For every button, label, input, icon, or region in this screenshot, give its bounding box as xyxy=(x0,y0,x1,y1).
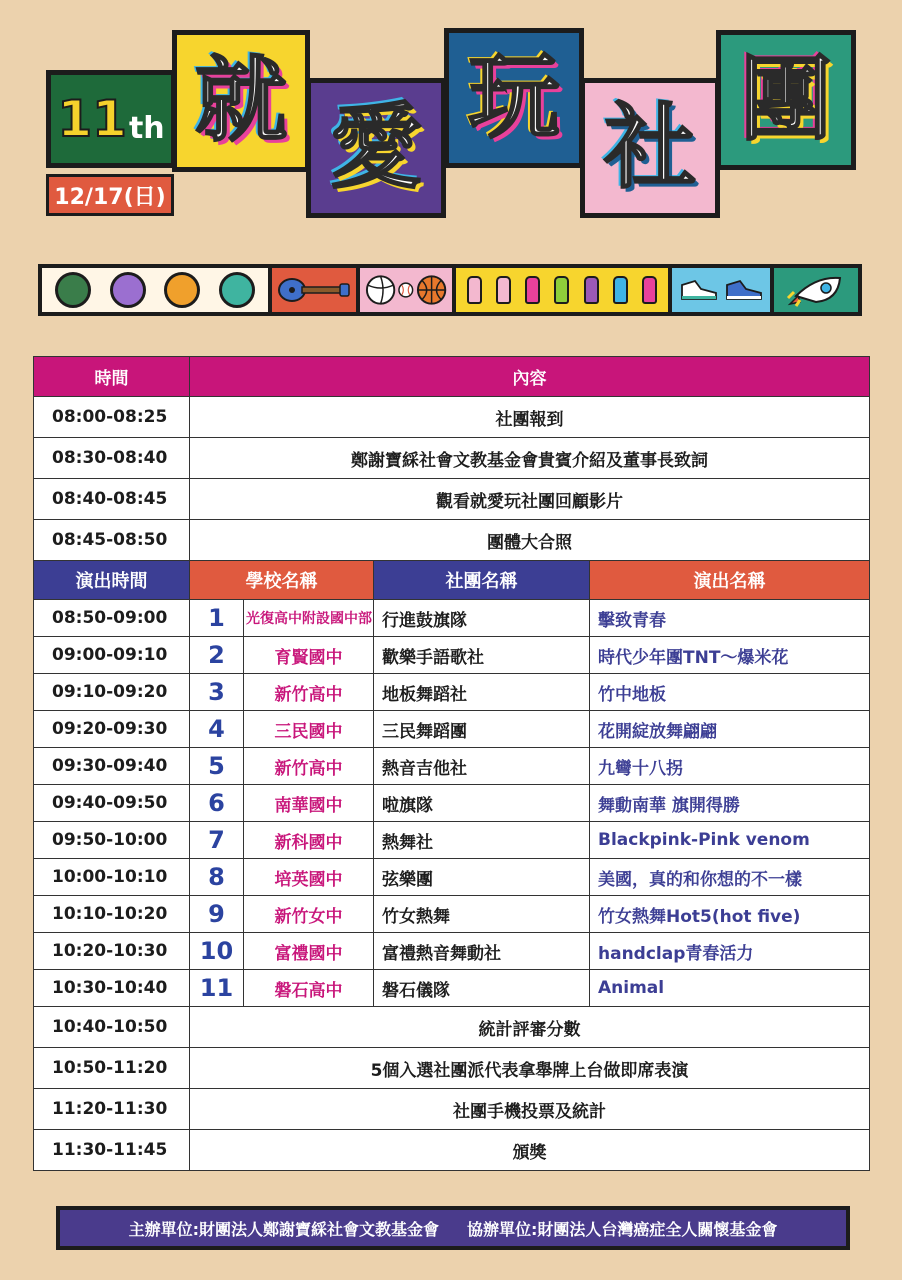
performance-row xyxy=(34,600,870,637)
table-header-row xyxy=(34,357,870,397)
show-cell: 花開綻放舞翩翩 xyxy=(590,711,870,748)
performance-row xyxy=(34,933,870,970)
perf-time-cell: 09:30-09:40 xyxy=(34,748,190,785)
club-cell: 行進鼓旗隊 xyxy=(374,600,590,637)
header-perf-time: 演出時間 xyxy=(34,561,190,600)
perf-time-cell: 10:30-10:40 xyxy=(34,970,190,1007)
title-char: 愛 xyxy=(329,94,422,201)
perf-number-cell: 9 xyxy=(190,896,244,933)
show-cell: handclap青春活力 xyxy=(590,933,870,970)
perf-time-cell: 10:20-10:30 xyxy=(34,933,190,970)
title-char: 社 xyxy=(603,94,696,201)
time-cell: 08:30-08:40 xyxy=(34,438,190,479)
sneakers-segment xyxy=(672,268,770,312)
show-cell: 舞動南華 旗開得勝 xyxy=(590,785,870,822)
perf-time-cell: 09:50-10:00 xyxy=(34,822,190,859)
content-cell: 5個入選社團派代表拿舉牌上台做即席表演 xyxy=(190,1048,870,1089)
perf-time-cell: 10:10-10:20 xyxy=(34,896,190,933)
performance-row xyxy=(34,637,870,674)
perf-time-cell: 09:10-09:20 xyxy=(34,674,190,711)
title-tile-1 xyxy=(172,30,310,172)
show-cell: 時代少年團TNT～爆米花 xyxy=(590,637,870,674)
perf-number-cell: 4 xyxy=(190,711,244,748)
table-row xyxy=(34,479,870,520)
school-cell: 富禮國中 xyxy=(244,933,374,970)
title-tile-4 xyxy=(580,78,720,218)
club-cell: 歡樂手語歌社 xyxy=(374,637,590,674)
header-show: 演出名稱 xyxy=(590,561,870,600)
event-date-badge xyxy=(46,174,174,216)
show-cell: Animal xyxy=(590,970,870,1007)
performance-row xyxy=(34,674,870,711)
title-char: 團 xyxy=(739,46,832,153)
balls-segment xyxy=(360,268,452,312)
club-cell: 熱舞社 xyxy=(374,822,590,859)
organizer-text: 主辦單位:財團法人鄭謝寶綵社會文教基金會 xyxy=(128,1219,439,1239)
club-cell: 竹女熱舞 xyxy=(374,896,590,933)
rock-hand-icon xyxy=(613,276,628,304)
content-cell: 頒獎 xyxy=(190,1130,870,1171)
time-cell: 11:20-11:30 xyxy=(34,1089,190,1130)
perf-number-cell: 6 xyxy=(190,785,244,822)
perf-time-cell: 09:20-09:30 xyxy=(34,711,190,748)
content-cell: 觀看就愛玩社團回顧影片 xyxy=(190,479,870,520)
club-cell: 熱音吉他社 xyxy=(374,748,590,785)
time-cell: 10:50-11:20 xyxy=(34,1048,190,1089)
table-row xyxy=(34,1048,870,1089)
perf-time-cell: 08:50-09:00 xyxy=(34,600,190,637)
performance-row xyxy=(34,822,870,859)
school-cell: 新科國中 xyxy=(244,822,374,859)
performance-row xyxy=(34,896,870,933)
guitar-segment xyxy=(272,268,356,312)
rock-hand-icon xyxy=(467,276,482,304)
rocket-icon xyxy=(786,272,846,308)
content-cell: 社團手機投票及統計 xyxy=(190,1089,870,1130)
globe-icon xyxy=(110,272,146,308)
rock-hand-icon xyxy=(584,276,599,304)
club-cell: 富禮熱音舞動社 xyxy=(374,933,590,970)
co-organizer-text: 協辦單位:財團法人台灣癌症全人關懷基金會 xyxy=(467,1219,778,1239)
header-school: 學校名稱 xyxy=(190,561,374,600)
school-cell: 三民國中 xyxy=(244,711,374,748)
content-cell: 統計評審分數 xyxy=(190,1007,870,1048)
time-cell: 10:40-10:50 xyxy=(34,1007,190,1048)
table-row xyxy=(34,1089,870,1130)
rocket-segment xyxy=(774,268,858,312)
time-cell: 08:00-08:25 xyxy=(34,397,190,438)
show-cell: 美國，真的和你想的不一樣 xyxy=(590,859,870,896)
content-cell: 社團報到 xyxy=(190,397,870,438)
basketball-icon xyxy=(415,273,448,307)
table-row xyxy=(34,1007,870,1048)
table-row xyxy=(34,397,870,438)
rock-hand-icon xyxy=(525,276,540,304)
globe-icon xyxy=(219,272,255,308)
globe-icon xyxy=(164,272,200,308)
header-content: 內容 xyxy=(190,357,870,397)
show-cell: 九彎十八拐 xyxy=(590,748,870,785)
perf-number-cell: 11 xyxy=(190,970,244,1007)
perf-time-cell: 10:00-10:10 xyxy=(34,859,190,896)
rock-hand-icon xyxy=(554,276,569,304)
schedule-table xyxy=(33,356,870,1171)
club-cell: 三民舞蹈團 xyxy=(374,711,590,748)
title-tile-3 xyxy=(444,28,584,168)
perf-time-cell: 09:00-09:10 xyxy=(34,637,190,674)
perf-number-cell: 7 xyxy=(190,822,244,859)
school-cell: 新竹高中 xyxy=(244,674,374,711)
globe-icon xyxy=(55,272,91,308)
content-cell: 團體大合照 xyxy=(190,520,870,561)
school-cell: 磐石高中 xyxy=(244,970,374,1007)
guitar-icon xyxy=(276,275,352,305)
title-char: 就 xyxy=(194,47,287,154)
school-cell: 南華國中 xyxy=(244,785,374,822)
show-cell: 竹女熱舞Hot5(hot five) xyxy=(590,896,870,933)
school-cell: 培英國中 xyxy=(244,859,374,896)
show-cell: Blackpink-Pink venom xyxy=(590,822,870,859)
time-cell: 11:30-11:45 xyxy=(34,1130,190,1171)
volleyball-icon xyxy=(364,273,397,307)
performance-row xyxy=(34,711,870,748)
perf-time-cell: 09:40-09:50 xyxy=(34,785,190,822)
performance-row xyxy=(34,859,870,896)
content-cell: 鄭謝寶綵社會文教基金會貴賓介紹及董事長致詞 xyxy=(190,438,870,479)
school-cell: 育賢國中 xyxy=(244,637,374,674)
perf-number-cell: 8 xyxy=(190,859,244,896)
club-cell: 弦樂團 xyxy=(374,859,590,896)
table-row xyxy=(34,438,870,479)
time-cell: 08:40-08:45 xyxy=(34,479,190,520)
title-tile-5 xyxy=(716,30,856,170)
club-cell: 磐石儀隊 xyxy=(374,970,590,1007)
title-tile-2 xyxy=(306,78,446,218)
performance-row xyxy=(34,785,870,822)
performance-row xyxy=(34,748,870,785)
rock-hands-segment xyxy=(456,268,668,312)
time-cell: 08:45-08:50 xyxy=(34,520,190,561)
table-row xyxy=(34,1130,870,1171)
event-date: 12/17(日) xyxy=(54,184,166,210)
rock-hand-icon xyxy=(496,276,511,304)
baseball-icon xyxy=(397,281,415,299)
club-cell: 啦旗隊 xyxy=(374,785,590,822)
school-cell: 光復高中附設國中部 xyxy=(244,600,374,637)
edition-number: 11 xyxy=(57,90,127,148)
perf-number-cell: 10 xyxy=(190,933,244,970)
globe-icons xyxy=(42,268,268,312)
show-cell: 竹中地板 xyxy=(590,674,870,711)
perf-number-cell: 2 xyxy=(190,637,244,674)
edition-badge xyxy=(46,70,176,168)
title-char: 玩 xyxy=(467,44,560,151)
header-club: 社團名稱 xyxy=(374,561,590,600)
performance-row xyxy=(34,970,870,1007)
perf-number-cell: 1 xyxy=(190,600,244,637)
school-cell: 新竹女中 xyxy=(244,896,374,933)
perf-number-cell: 5 xyxy=(190,748,244,785)
performance-header-row xyxy=(34,561,870,600)
header-time: 時間 xyxy=(34,357,190,397)
table-row xyxy=(34,520,870,561)
organizer-footer xyxy=(56,1206,850,1250)
show-cell: 擊致青春 xyxy=(590,600,870,637)
sneaker-icon xyxy=(724,277,764,303)
rock-hand-icon xyxy=(642,276,657,304)
club-cell: 地板舞蹈社 xyxy=(374,674,590,711)
perf-number-cell: 3 xyxy=(190,674,244,711)
sneaker-icon xyxy=(679,277,719,303)
school-cell: 新竹高中 xyxy=(244,748,374,785)
edition-suffix: th xyxy=(128,110,165,146)
decorative-icon-strip xyxy=(38,264,862,316)
